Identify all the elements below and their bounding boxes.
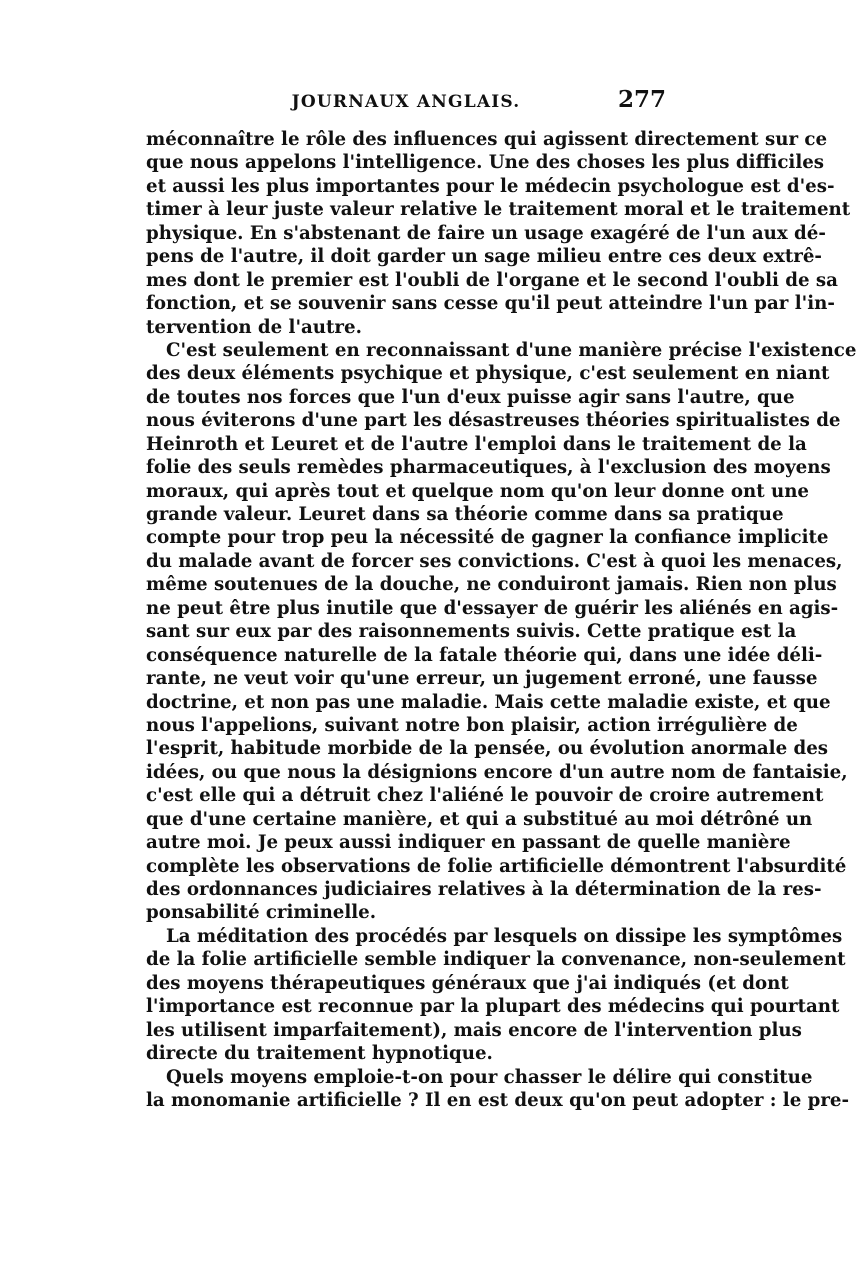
text-line: des moyens thérapeutiques généraux que j'ai indiqués (et dont xyxy=(146,972,789,994)
text-line: des deux éléments psychique et physique, c'est seulement en niant xyxy=(146,363,830,385)
text-line: C'est seulement en reconnaissant d'une manière précise l'existence xyxy=(166,339,856,361)
paragraph-1 xyxy=(146,128,851,339)
text-line: ponsabilité criminelle. xyxy=(146,902,377,924)
text-line: idées, ou que nous la désignions encore d'un autre nom de fantaisie, xyxy=(146,761,848,783)
text-line: les utilisent imparfaitement), mais encore de l'intervention plus xyxy=(146,1019,802,1041)
text-line: méconnaître le rôle des influences qui agissent directement sur ce xyxy=(146,129,828,150)
paragraph-2 xyxy=(146,339,856,925)
text-line: doctrine, et non pas une maladie. Mais cette maladie existe, et que xyxy=(146,691,831,713)
text-line: fonction, et se souvenir sans cesse qu'il peut atteindre l'un par l'in- xyxy=(146,293,835,315)
running-title: JOURNAUX ANGLAIS. xyxy=(291,92,521,112)
body-text xyxy=(146,128,856,1112)
text-line: et aussi les plus importantes pour le médecin psychologue est d'es- xyxy=(146,175,835,197)
paragraph-3 xyxy=(146,925,846,1066)
text-line: même soutenues de la douche, ne conduiront jamais. Rien non plus xyxy=(146,574,837,596)
text-line: nous l'appelions, suivant notre bon plaisir, action irrégulière de xyxy=(146,714,798,736)
running-head xyxy=(146,86,666,120)
text-line: Quels moyens emploie-t-on pour chasser le délire qui constitue xyxy=(166,1066,813,1088)
page-number: 277 xyxy=(617,86,666,113)
paragraph-4 xyxy=(146,1066,850,1113)
text-line: rante, ne veut voir qu'une erreur, un jugement erroné, une fausse xyxy=(146,668,818,690)
text-line: La méditation des procédés par lesquels on dissipe les symptômes xyxy=(166,925,843,947)
text-line: l'importance est reconnue par la plupart des médecins qui pourtant xyxy=(146,996,840,1018)
text-line: moraux, qui après tout et quelque nom qu'on leur donne ont une xyxy=(146,480,809,502)
text-line: pens de l'autre, il doit garder un sage milieu entre ces deux extrê- xyxy=(146,246,822,268)
text-line: la monomanie artificielle ? Il en est deux qu'on peut adopter : le pre- xyxy=(146,1089,850,1111)
text-line: que nous appelons l'intelligence. Une des choses les plus difficiles xyxy=(146,152,825,174)
text-line: de toutes nos forces que l'un d'eux puisse agir sans l'autre, que xyxy=(146,386,795,408)
text-line: ne peut être plus inutile que d'essayer de guérir les aliénés en agis- xyxy=(146,597,839,619)
text-line: directe du traitement hypnotique. xyxy=(146,1043,493,1065)
text-line: c'est elle qui a détruit chez l'aliéné le pouvoir de croire autrement xyxy=(146,785,824,807)
text-line: mes dont le premier est l'oubli de l'organe et le second l'oubli de sa xyxy=(146,269,838,291)
text-line: grande valeur. Leuret dans sa théorie comme dans sa pratique xyxy=(146,504,784,525)
text-line: autre moi. Je peux aussi indiquer en passant de quelle manière xyxy=(146,832,791,854)
text-line: sant sur eux par des raisonnements suivis. Cette pratique est la xyxy=(146,621,797,643)
text-line: compte pour trop peu la nécessité de gagner la confiance implicite xyxy=(146,527,829,549)
text-line: des ordonnances judiciaires relatives à la détermination de la res- xyxy=(146,879,822,900)
text-line: tervention de l'autre. xyxy=(146,316,362,338)
text-line: complète les observations de folie artificielle démontrent l'absurdité xyxy=(146,855,847,877)
text-line: nous éviterons d'une part les désastreuses théories spiritualistes de xyxy=(146,410,841,432)
text-line: folie des seuls remèdes pharmaceutiques, à l'exclusion des moyens xyxy=(146,457,831,479)
text-line: physique. En s'abstenant de faire un usage exagéré de l'un aux dé- xyxy=(146,222,826,244)
text-line: de la folie artificielle semble indiquer la convenance, non-seulement xyxy=(146,949,846,971)
text-line: Heinroth et Leuret et de l'autre l'emploi dans le traitement de la xyxy=(146,433,807,455)
text-line: conséquence naturelle de la fatale théorie qui, dans une idée déli- xyxy=(146,644,823,666)
text-line: que d'une certaine manière, et qui a substitué au moi détrôné un xyxy=(146,808,813,830)
text-line: du malade avant de forcer ses convictions. C'est à quoi les menaces, xyxy=(146,550,843,572)
text-line: timer à leur juste valeur relative le traitement moral et le traitement xyxy=(146,199,851,221)
text-line: l'esprit, habitude morbide de la pensée, ou évolution anormale des xyxy=(146,738,829,760)
